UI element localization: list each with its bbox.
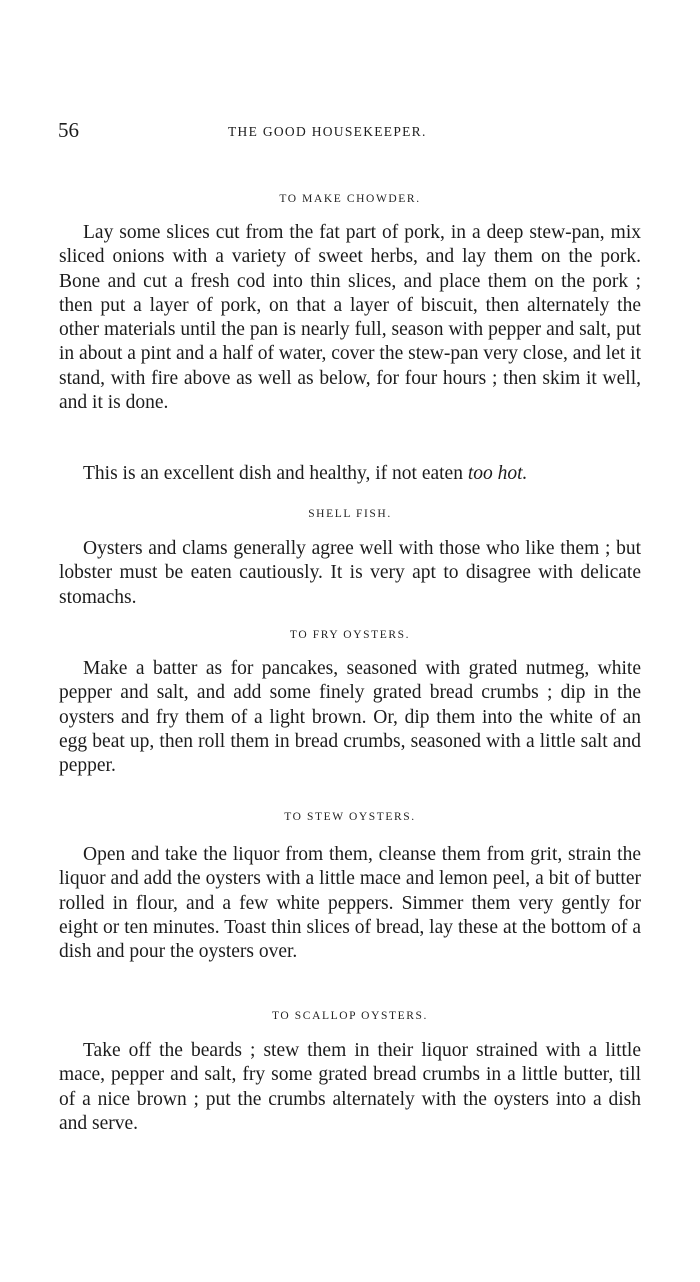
chowder-note-paragraph	[59, 462, 641, 486]
book-title: THE GOOD HOUSEKEEPER.	[228, 124, 427, 139]
heading-to-fry-oysters: TO FRY OYSTERS.	[289, 629, 411, 641]
running-head	[58, 118, 640, 148]
fry-oysters-paragraph: Make a batter as for pancakes, seasoned with grated nutmeg, white pepper and salt, and add some finely grated bread crumbs ; dip in the oysters and fry them of a light brown. Or, dip them into the white of an egg beat up, then roll them in bread crumbs, seasoned with a little salt and pepper.	[59, 658, 641, 777]
chowder-note-emphasis: too hot.	[467, 463, 528, 484]
shell-fish-paragraph: Oysters and clams generally agree well with those who like them ; but lobster must be eaten cautiously. It is very apt to disagree with delicate stomachs.	[59, 538, 641, 608]
chowder-paragraph: Lay some slices cut from the fat part of pork, in a deep stew-pan, mix sliced onions with a variety of sweet herbs, and lay them on the pork. Bone and cut a fresh cod into thin slices, and place them on the pork ; then put a layer of pork, on that a layer of biscuit, then alternately the other materials until the pan is nearly full, season with pepper and salt, put in about a pint and a half of water, cover the stew-pan very close, and let it stand, with fire above as well as below, for four hours ; then skim it well, and it is done.	[59, 222, 641, 414]
scallop-oysters-paragraph: Take off the beards ; stew them in their liquor strained with a little mace, pepper and salt, fry some grated bread crumbs in a little butter, till of a nice brown ; put the crumbs alternately with the oysters into a dish and serve.	[59, 1040, 641, 1134]
stew-oysters-paragraph: Open and take the liquor from them, cleanse them from grit, strain the liquor and add the oysters with a little mace and lemon peel, a bit of butter rolled in flour, and a few white peppers. Simmer them very gently for eight or ten minutes. Toast thin slices of bread, lay these at the bottom of a dish and pour the oysters over.	[59, 844, 641, 963]
heading-to-make-chowder: TO MAKE CHOWDER.	[279, 193, 421, 205]
heading-to-stew-oysters: TO STEW OYSTERS.	[284, 811, 416, 823]
heading-shell-fish: SHELL FISH.	[308, 508, 392, 520]
page-number: 56	[58, 118, 79, 142]
chowder-note-text: This is an excellent dish and healthy, if not eaten	[83, 463, 463, 484]
heading-to-scallop-oysters: TO SCALLOP OYSTERS.	[272, 1010, 428, 1022]
